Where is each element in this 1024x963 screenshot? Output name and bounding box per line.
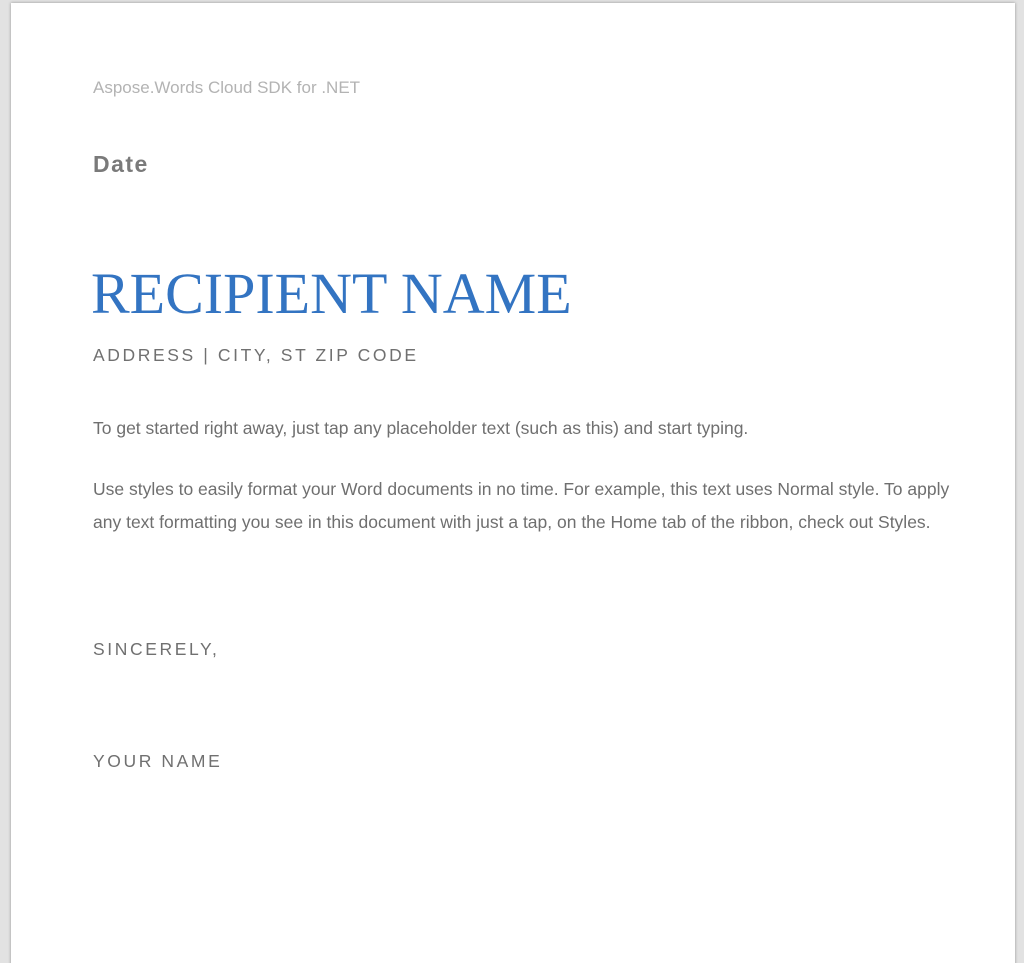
body-paragraph[interactable]: Use styles to easily format your Word documents in no time. For example, this text uses Normal style. To apply any text formatting you see in this document with just a tap, on the Home tab of the ribbon, check out Styles. [93,479,950,532]
document-page [11,3,1015,963]
recipient-name-placeholder[interactable]: RECIPIENT NAME [91,261,572,326]
address-placeholder[interactable]: ADDRESS | CITY, ST ZIP CODE [93,345,419,365]
date-placeholder[interactable]: Date [93,151,149,177]
signature-name-placeholder[interactable]: YOUR NAME [93,751,223,771]
closing-placeholder[interactable]: SINCERELY, [93,639,220,659]
body-paragraph[interactable]: To get started right away, just tap any placeholder text (such as this) and start typing. [93,418,749,438]
page-header: Aspose.Words Cloud SDK for .NET [93,78,361,97]
